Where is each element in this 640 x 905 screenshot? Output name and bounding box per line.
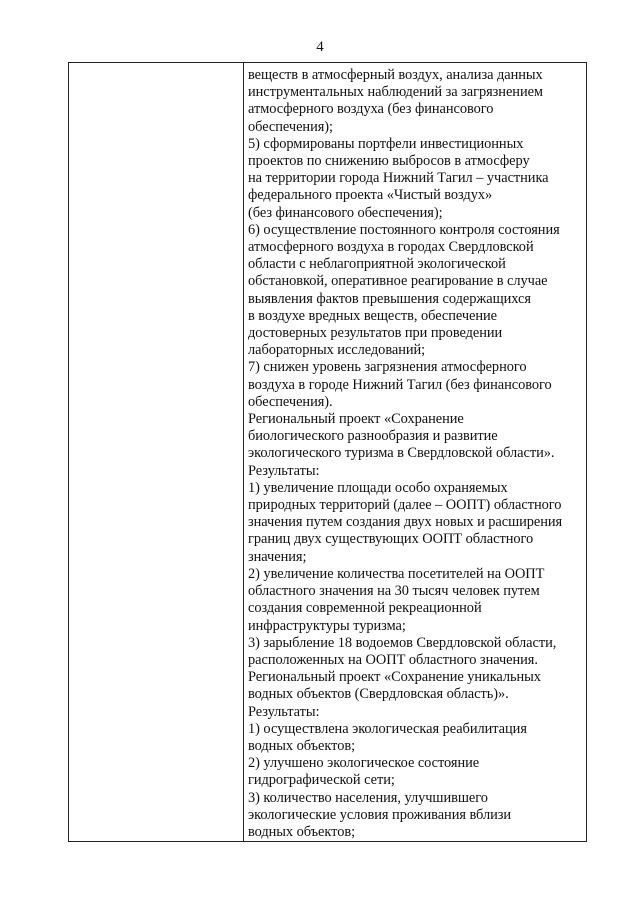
text-line: выявления фактов превышения содержащихся xyxy=(248,290,531,307)
table-right-cell xyxy=(244,63,587,841)
text-line: достоверных результатов при проведении xyxy=(248,325,503,342)
text-line: водных объектов; xyxy=(248,737,356,754)
text-line: инструментальных наблюдений за загрязнением xyxy=(248,84,543,101)
text-line: атмосферного воздуха в городах Свердловской xyxy=(248,239,534,256)
text-line: (без финансового обеспечения); xyxy=(248,204,443,221)
text-line: значения путем создания двух новых и расширения xyxy=(248,514,563,531)
text-line: 6) осуществление постоянного контроля состояния xyxy=(248,221,560,238)
text-line: границ двух существующих ООПТ областного xyxy=(248,531,534,548)
text-line: областного значения на 30 тысяч человек путем xyxy=(248,583,540,600)
text-line: создания современной рекреационной xyxy=(248,600,482,617)
text-line: 2) увеличение количества посетителей на ООПТ xyxy=(248,565,545,582)
text-line: воздуха в городе Нижний Тагил (без финансового xyxy=(248,376,552,393)
text-line: проектов по снижению выбросов в атмосферу xyxy=(248,153,530,170)
text-line: Результаты: xyxy=(248,462,320,479)
page-number: 4 xyxy=(316,39,324,55)
text-line: инфраструктуры туризма; xyxy=(248,617,406,634)
text-line: 1) увеличение площади особо охраняемых xyxy=(248,479,508,496)
text-line: Региональный проект «Сохранение уникальных xyxy=(248,669,541,686)
text-line: области с неблагоприятной экологической xyxy=(248,256,506,273)
text-line: 5) сформированы портфели инвестиционных xyxy=(248,135,524,152)
text-line: расположенных на ООПТ областного значения. xyxy=(248,651,538,668)
text-line: на территории города Нижний Тагил – участника xyxy=(248,170,549,187)
text-line: значения; xyxy=(248,548,307,565)
text-line: водных объектов (Свердловская область)». xyxy=(248,686,509,703)
text-line: обеспечения); xyxy=(248,118,333,135)
text-line: природных территорий (далее – ООПТ) областного xyxy=(248,497,562,514)
text-line: 3) зарыбление 18 водоемов Свердловской области, xyxy=(248,634,557,651)
text-line: экологические условия проживания вблизи xyxy=(248,806,512,823)
text-line: обстановкой, оперативное реагирование в случае xyxy=(248,273,548,290)
text-line: гидрографической сети; xyxy=(248,772,395,789)
text-line: 1) осуществлена экологическая реабилитация xyxy=(248,720,527,737)
text-line: веществ в атмосферный воздух, анализа данных xyxy=(248,67,543,83)
text-line: 7) снижен уровень загрязнения атмосферного xyxy=(248,359,527,376)
text-line: водных объектов; xyxy=(248,823,356,840)
text-line: 2) улучшено экологическое состояние xyxy=(248,755,480,772)
text-line: в воздухе вредных веществ, обеспечение xyxy=(248,307,498,324)
text-line: атмосферного воздуха (без финансового xyxy=(248,101,494,118)
text-line: биологического разнообразия и развитие xyxy=(248,428,498,445)
text-line: Результаты: xyxy=(248,703,320,720)
text-line: экологического туризма в Свердловской области». xyxy=(248,445,555,462)
text-line: обеспечения). xyxy=(248,393,333,410)
text-line: лабораторных исследований; xyxy=(248,342,426,359)
content-table xyxy=(68,62,587,842)
text-line: федерального проекта «Чистый воздух» xyxy=(248,187,493,204)
text-line: Региональный проект «Сохранение xyxy=(248,411,464,428)
text-line: 3) количество населения, улучшившего xyxy=(248,789,488,806)
table-left-cell xyxy=(69,63,244,841)
